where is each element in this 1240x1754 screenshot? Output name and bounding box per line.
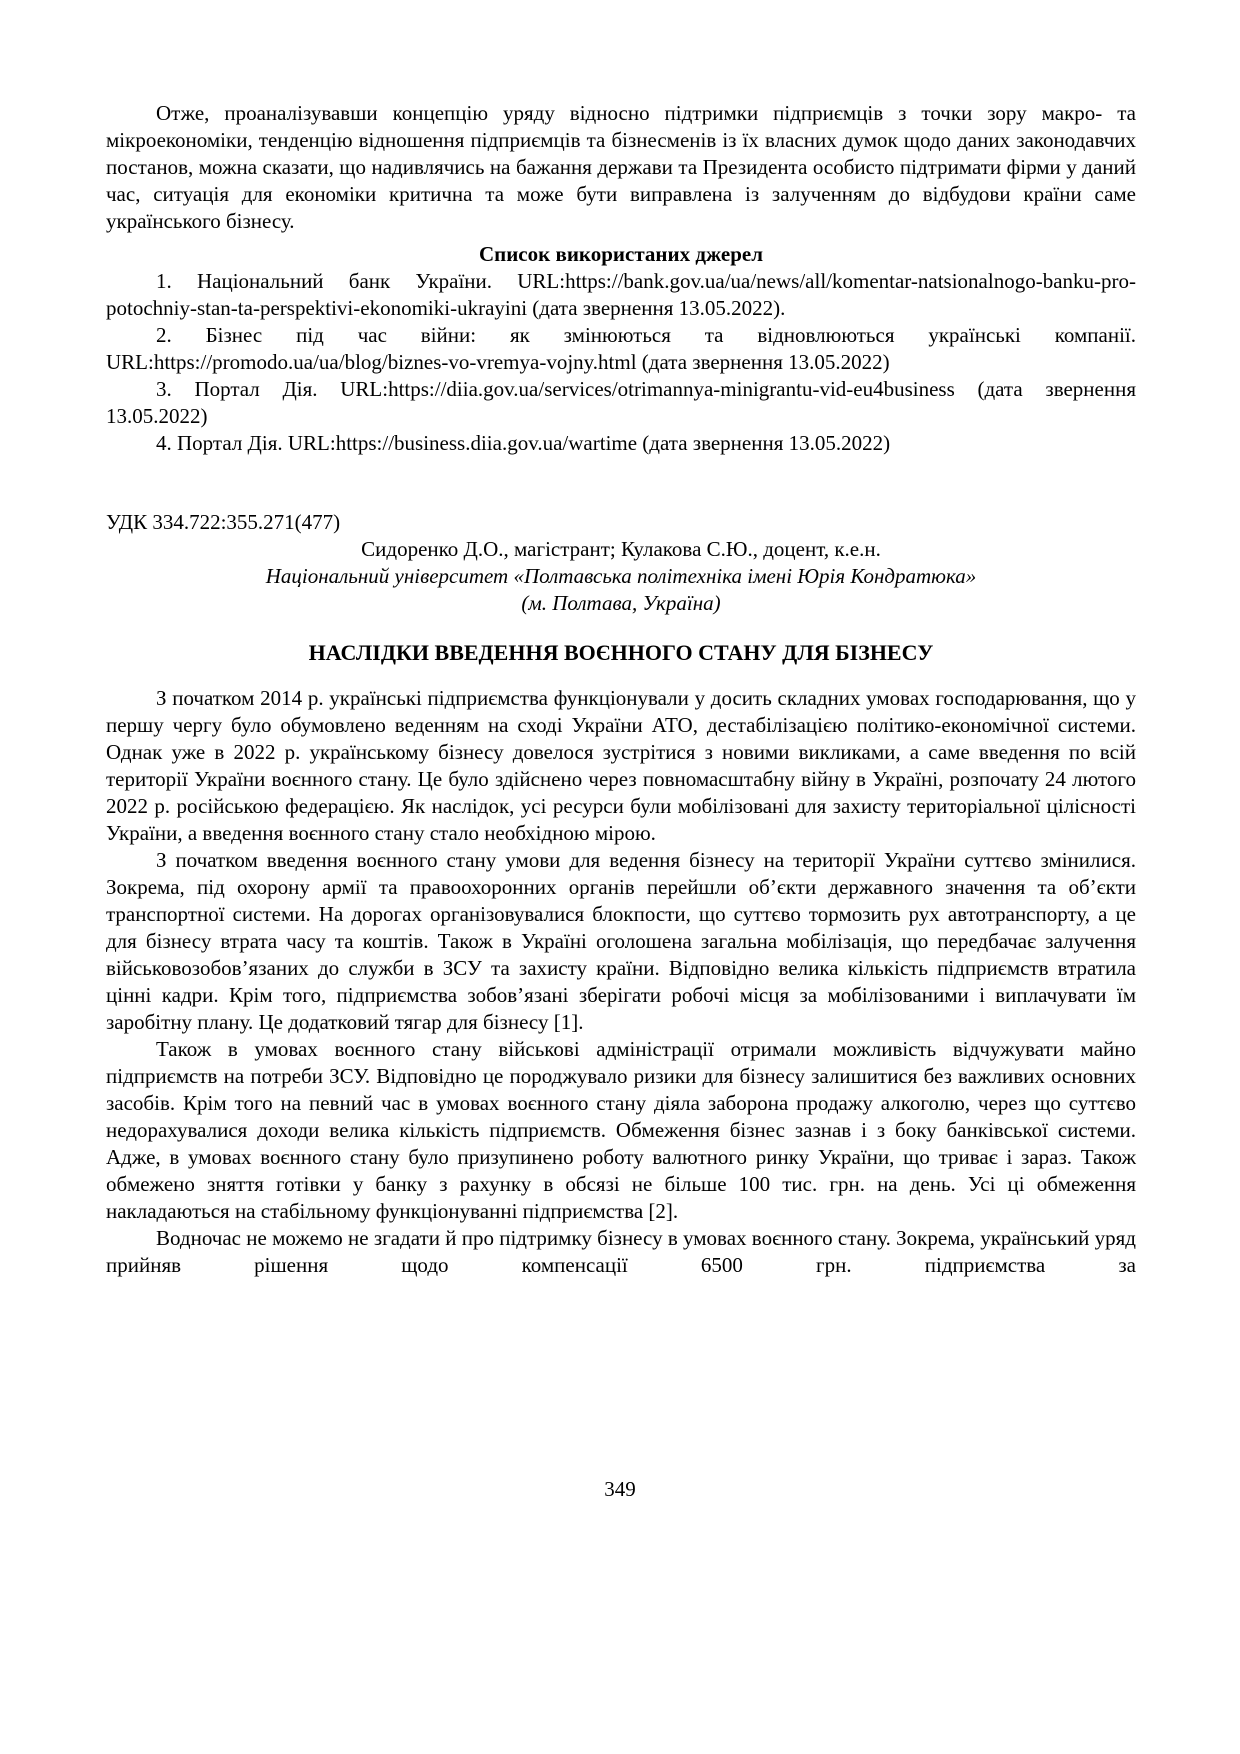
- section-divider-space: [106, 457, 1136, 509]
- udk-code: УДК 334.722:355.271(477): [106, 510, 341, 534]
- reference-item-3: 3. Портал Дія. URL:https://diia.gov.ua/services/otrimannya-minigrantu-vid-eu4business (дата звернення 13.05.2022): [106, 377, 1136, 428]
- authors-line: Сидоренко Д.О., магістрант; Кулакова С.Ю., доцент, к.е.н.: [361, 537, 881, 561]
- page-number: 349: [604, 1477, 636, 1501]
- reference-item-2: 2. Бізнес під час війни: як змінюються та відновлюються українські компанії. URL:https://promodo.ua/ua/blog/biznes-vo-vremya-vojny.html (дата звернення 13.05.2022): [106, 323, 1136, 374]
- body-paragraph-4: Водночас не можемо не згадати й про підтримку бізнесу в умовах воєнного стану. Зокрема, український уряд прийняв рішення щодо компенсації 6500 грн. підприємства за: [106, 1226, 1136, 1277]
- reference-item-1: 1. Національний банк України. URL:https://bank.gov.ua/ua/news/all/komentar-natsionalnogo-banku-pro-potochniy-stan-ta-perspektivi-ekonomiki-ukrayini (дата звернення 13.05.2022).: [106, 269, 1136, 320]
- location-line: (м. Полтава, Україна): [521, 591, 721, 615]
- references-heading: Список використаних джерел: [478, 242, 764, 266]
- article-title: НАСЛІДКИ ВВЕДЕННЯ ВОЄННОГО СТАНУ ДЛЯ БІЗНЕСУ: [308, 640, 934, 665]
- reference-item-4: 4. Портал Дія. URL:https://business.diia.gov.ua/wartime (дата звернення 13.05.2022): [156, 431, 891, 455]
- body-paragraph-1: З початком 2014 р. українські підприємства функціонували у досить складних умовах господарювання, що у першу чергу було обумовлено веденням на сході України АТО, дестабілізацією політико-економічної системи. Однак уже в 2022 р. українському бізнесу довелося зустрітися з новими викликами, а саме введення по всій території України воєнного стану. Це було здійснено через повномасштабну війну в Україні, розпочату 24 лютого 2022 р. російською федерацією. Як наслідок, усі ресурси були мобілізовані для захисту територіальної цілісності України, а введення воєнного стану стало необхідною мірою.: [106, 686, 1136, 845]
- body-paragraph-3: Також в умовах воєнного стану військові адміністрації отримали можливість відчужувати майно підприємств на потреби ЗСУ. Відповідно це породжувало ризики для бізнесу залишитися без важливих основних засобів. Крім того на певний час в умовах воєнного стану діяла заборона продажу алкоголю, через що суттєво недорахувалися доходи велика кількість підприємств. Обмеження бізнес зазнав і з боку банківської системи. Адже, в умовах воєнного стану було призупинено роботу валютного ринку України, що триває і зараз. Також обмежено зняття готівки у банку з рахунку в обсязі не більше 100 тис. грн. на день. Усі ці обмеження накладаються на стабільному функціонуванні підприємства [2].: [106, 1037, 1136, 1223]
- affiliation-line: Національний університет «Полтавська політехніка імені Юрія Кондратюка»: [265, 564, 977, 588]
- previous-article-closing-paragraph: Отже, проаналізувавши концепцію уряду відносно підтримки підприємців з точки зору макро- та мікроекономіки, тенденцію відношення підприємців та бізнесменів із їх власних думок щодо даних законодавчих постанов, можна сказати, що надивлячись на бажання держави та Президента особисто підтримати фірми у даний час, ситуація для економіки критична та може бути виправлена із залученням до відбудови країни саме українського бізнесу.: [106, 101, 1136, 233]
- body-paragraph-2: З початком введення воєнного стану умови для ведення бізнесу на території України суттєво змінилися. Зокрема, під охорону армії та правоохоронних органів перейшли об’єкти державного значення та об’єкти транспортної системи. На дорогах організовувалися блокпости, що суттєво тормозить рух автотранспорту, а це для бізнесу втрата часу та коштів. Також в Україні оголошена загальна мобілізація, що передбачає залучення військовозобов’язаних до служби в ЗСУ та захисту країни. Відповідно велика кількість підприємств втратила цінні кадри. Крім того, підприємства зобов’язані зберігати робочі місця за мобілізованими і виплачувати їм заробітну плану. Це додатковий тягар для бізнесу [1].: [106, 848, 1136, 1034]
